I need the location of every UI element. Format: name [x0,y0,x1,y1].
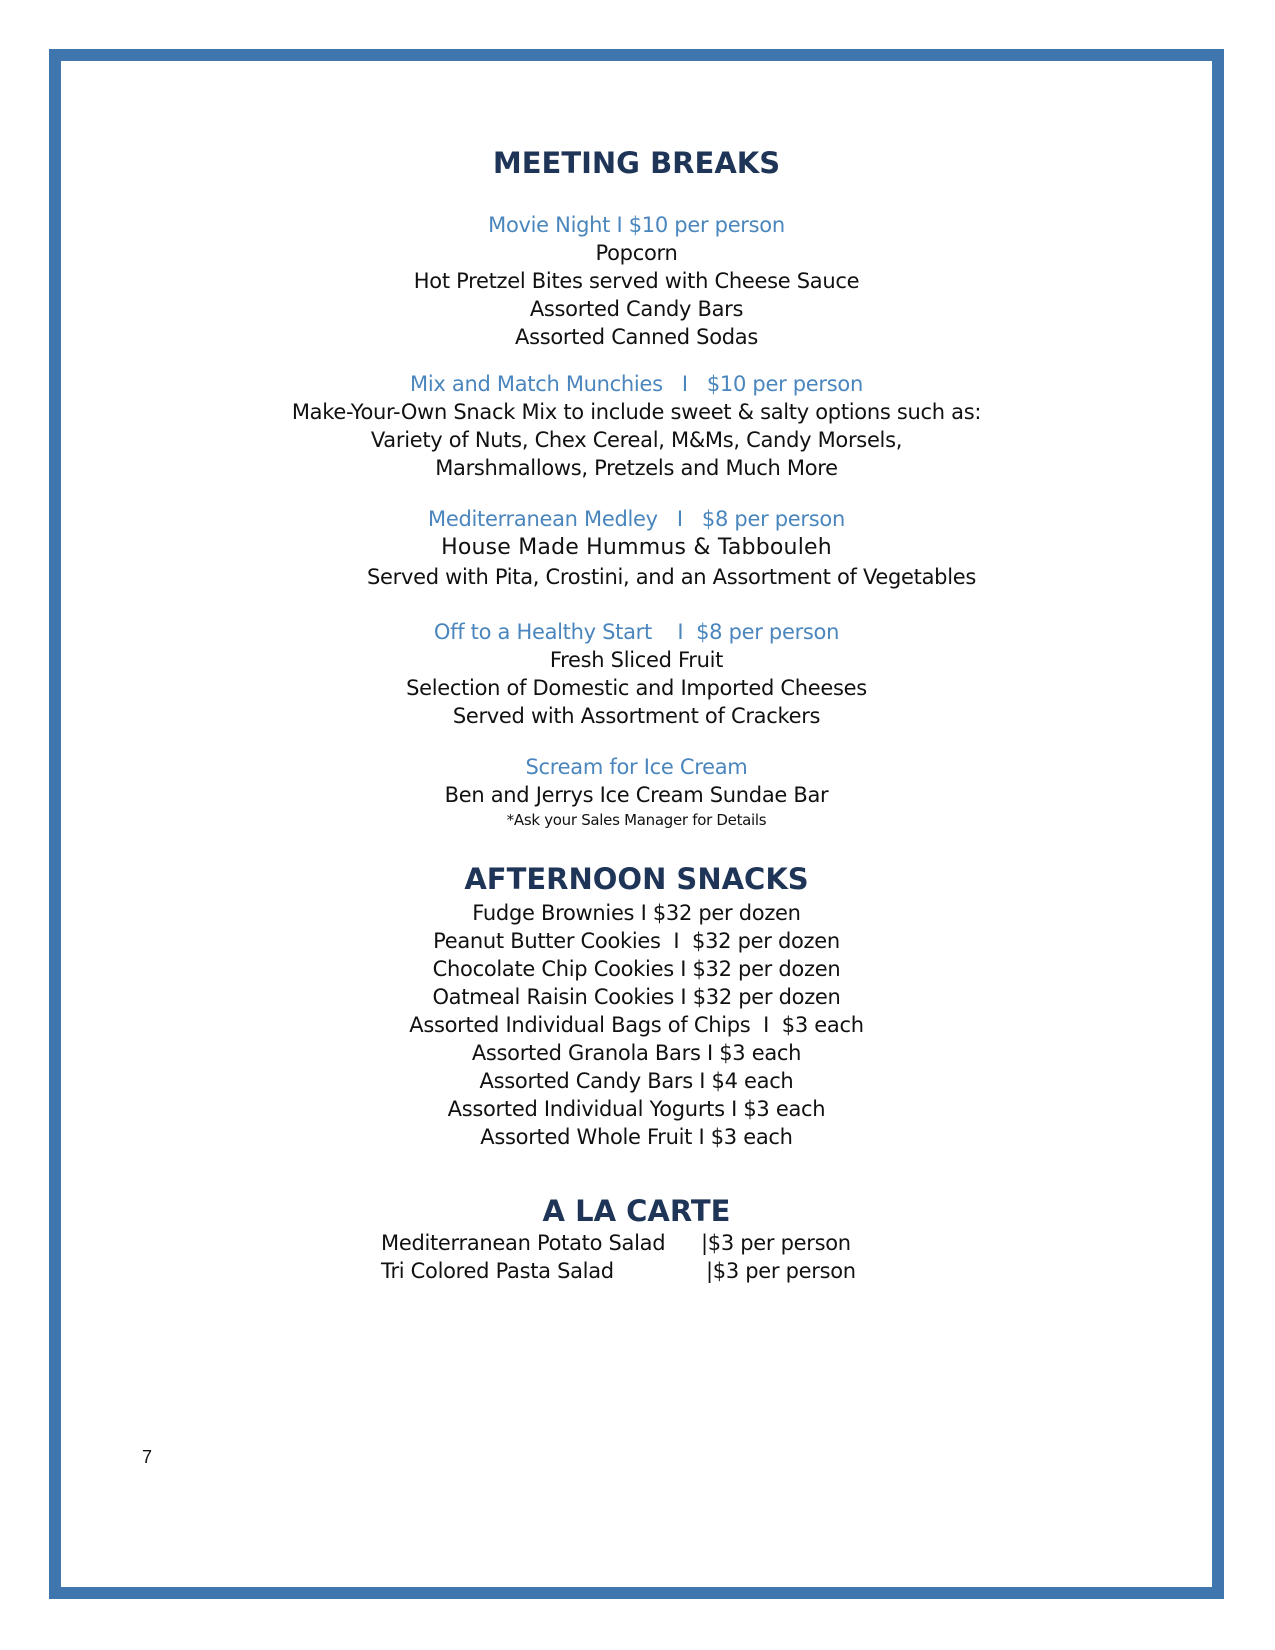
movie-night-block [61,211,1212,351]
page-number: 7 [142,1447,153,1467]
healthy-start-block [61,618,1212,730]
snack-line: Oatmeal Raisin Cookies I $32 per dozen [432,985,841,1009]
ice-cream-block [61,753,1212,831]
a-la-carte-item-price: |$3 per person [701,1231,851,1255]
movie-night-heading: Movie Night I $10 per person [488,213,785,237]
ice-cream-note: *Ask your Sales Manager for Details [506,811,767,829]
mediterranean-medley-block [61,505,1212,591]
snack-line: Chocolate Chip Cookies I $32 per dozen [432,957,841,981]
menu-line: Make-Your-Own Snack Mix to include sweet & salty options such as: [291,400,982,424]
ice-cream-heading: Scream for Ice Cream [525,755,748,779]
a-la-carte-item-name: Tri Colored Pasta Salad [381,1259,614,1283]
snack-line: Assorted Whole Fruit I $3 each [480,1125,793,1149]
snack-line: Peanut Butter Cookies I $32 per dozen [433,929,840,953]
mix-and-match-block [61,370,1212,482]
snack-line: Assorted Individual Yogurts I $3 each [447,1097,826,1121]
a-la-carte-item-price: |$3 per person [706,1259,856,1283]
menu-line: Popcorn [595,241,678,265]
a-la-carte-row [381,1229,921,1257]
snack-line: Assorted Candy Bars I $4 each [479,1069,794,1093]
healthy-start-heading: Off to a Healthy Start I $8 per person [433,620,840,644]
a-la-carte-row [381,1257,921,1285]
menu-line: Assorted Candy Bars [529,297,744,321]
menu-line: Served with Pita, Crostini, and an Assortment of Vegetables [367,565,976,589]
menu-line: Selection of Domestic and Imported Cheeses [406,676,867,700]
menu-line: Fresh Sliced Fruit [549,648,724,672]
meeting-breaks-title: MEETING BREAKS [492,146,781,180]
menu-line: Marshmallows, Pretzels and Much More [435,456,838,480]
mix-and-match-heading: Mix and Match Munchies I $10 per person [410,372,863,396]
menu-line: Ben and Jerrys Ice Cream Sundae Bar [444,783,829,807]
menu-line: Served with Assortment of Crackers [452,704,821,728]
menu-line: House Made Hummus & Tabbouleh [441,535,832,560]
menu-line: Hot Pretzel Bites served with Cheese Sauce [413,269,860,293]
snack-line: Assorted Granola Bars I $3 each [471,1041,802,1065]
afternoon-snacks-title: AFTERNOON SNACKS [464,862,809,896]
a-la-carte-item-name: Mediterranean Potato Salad [381,1231,666,1255]
snack-line: Assorted Individual Bags of Chips I $3 each [409,1013,864,1037]
menu-line: Assorted Canned Sodas [515,325,758,349]
afternoon-snacks-list [61,899,1212,1151]
menu-line: Variety of Nuts, Chex Cereal, M&Ms, Candy Morsels, [370,428,903,452]
mediterranean-medley-heading: Mediterranean Medley I $8 per person [428,507,845,531]
a-la-carte-list [381,1229,921,1285]
a-la-carte-title: A LA CARTE [542,1194,731,1228]
snack-line: Fudge Brownies I $32 per dozen [472,901,801,925]
